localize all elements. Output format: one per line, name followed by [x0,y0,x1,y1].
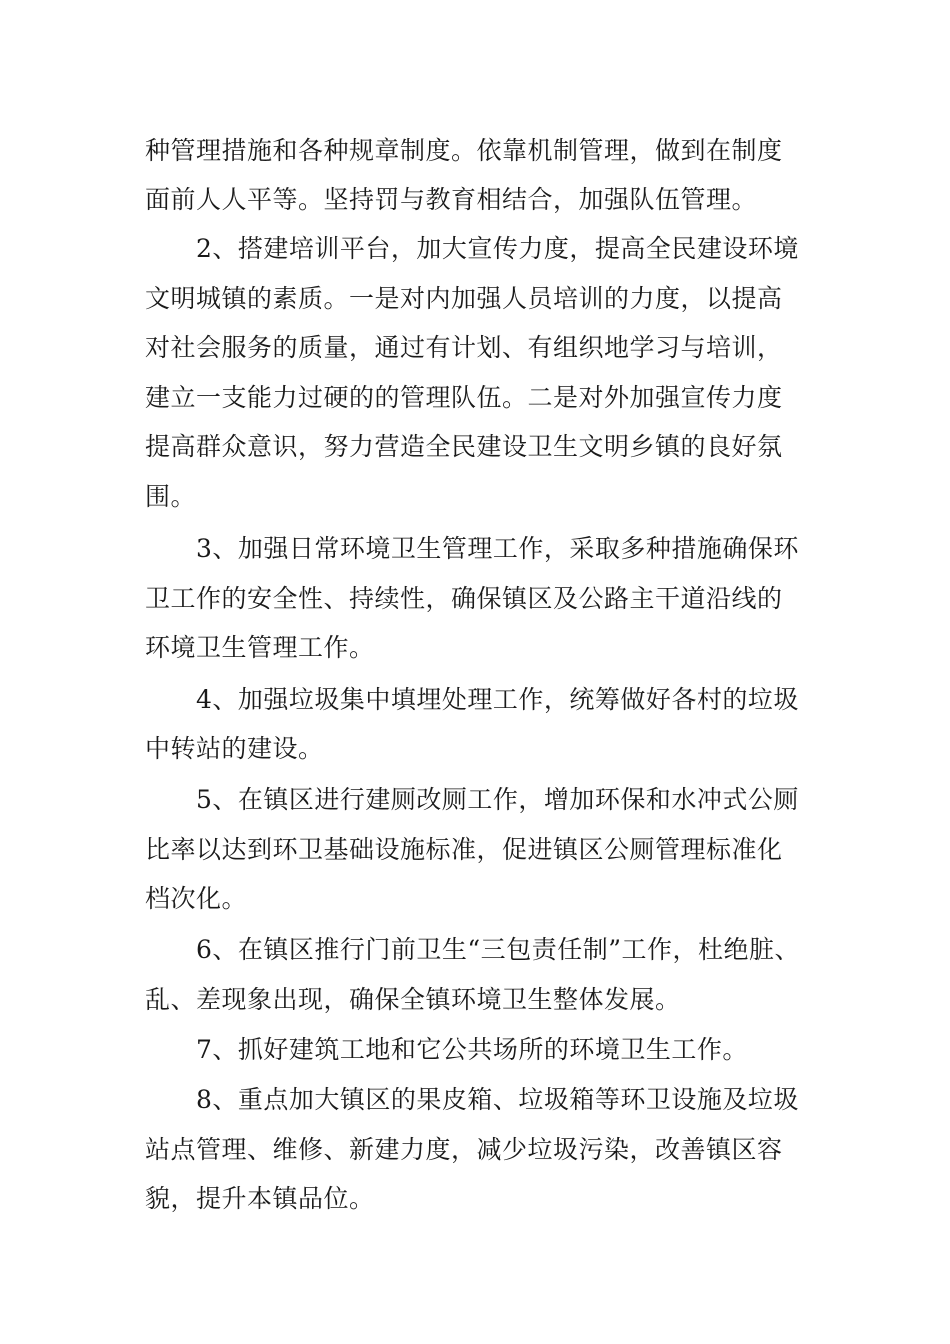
text-line: 比率以达到环卫基础设施标准，促进镇区公厕管理标准化 [145,835,783,864]
paragraph-4-start: 4、加强垃圾集中填埋处理工作，统筹做好各村的垃圾 [196,685,799,714]
paragraph-2-start: 2、搭建培训平台，加大宣传力度，提高全民建设环境 [196,234,799,263]
paragraph-8-start: 8、重点加大镇区的果皮箱、垃圾箱等环卫设施及垃圾 [196,1085,799,1114]
paragraph-6-start: 6、在镇区推行门前卫生“三包责任制”工作，杜绝脏、 [196,935,800,964]
text-line: 乱、差现象出现，确保全镇环境卫生整体发展。 [145,985,681,1014]
text-line: 种管理措施和各种规章制度。依靠机制管理，做到在制度 [145,136,783,165]
paragraph-7-start: 7、抓好建筑工地和它公共场所的环境卫生工作。 [196,1035,748,1064]
text-line: 提高群众意识，努力营造全民建设卫生文明乡镇的良好氛 [145,432,783,461]
text-line: 中转站的建设。 [145,734,324,763]
text-line: 档次化。 [145,884,248,913]
text-line: 围。 [145,482,197,511]
paragraph-5-start: 5、在镇区进行建厕改厕工作，增加环保和水冲式公厕 [196,785,799,814]
text-line: 貌，提升本镇品位。 [145,1184,375,1213]
text-line: 对社会服务的质量，通过有计划、有组织地学习与培训， [145,333,783,362]
text-line: 文明城镇的素质。一是对内加强人员培训的力度，以提高 [145,284,783,313]
text-line: 建立一支能力过硬的的管理队伍。二是对外加强宣传力度 [145,383,783,412]
text-line: 卫工作的安全性、持续性，确保镇区及公路主干道沿线的 [145,584,783,613]
text-line: 站点管理、维修、新建力度，减少垃圾污染，改善镇区容 [145,1135,783,1164]
text-line: 面前人人平等。坚持罚与教育相结合，加强队伍管理。 [145,185,758,214]
text-line: 环境卫生管理工作。 [145,633,375,662]
paragraph-3-start: 3、加强日常环境卫生管理工作，采取多种措施确保环 [196,534,799,563]
